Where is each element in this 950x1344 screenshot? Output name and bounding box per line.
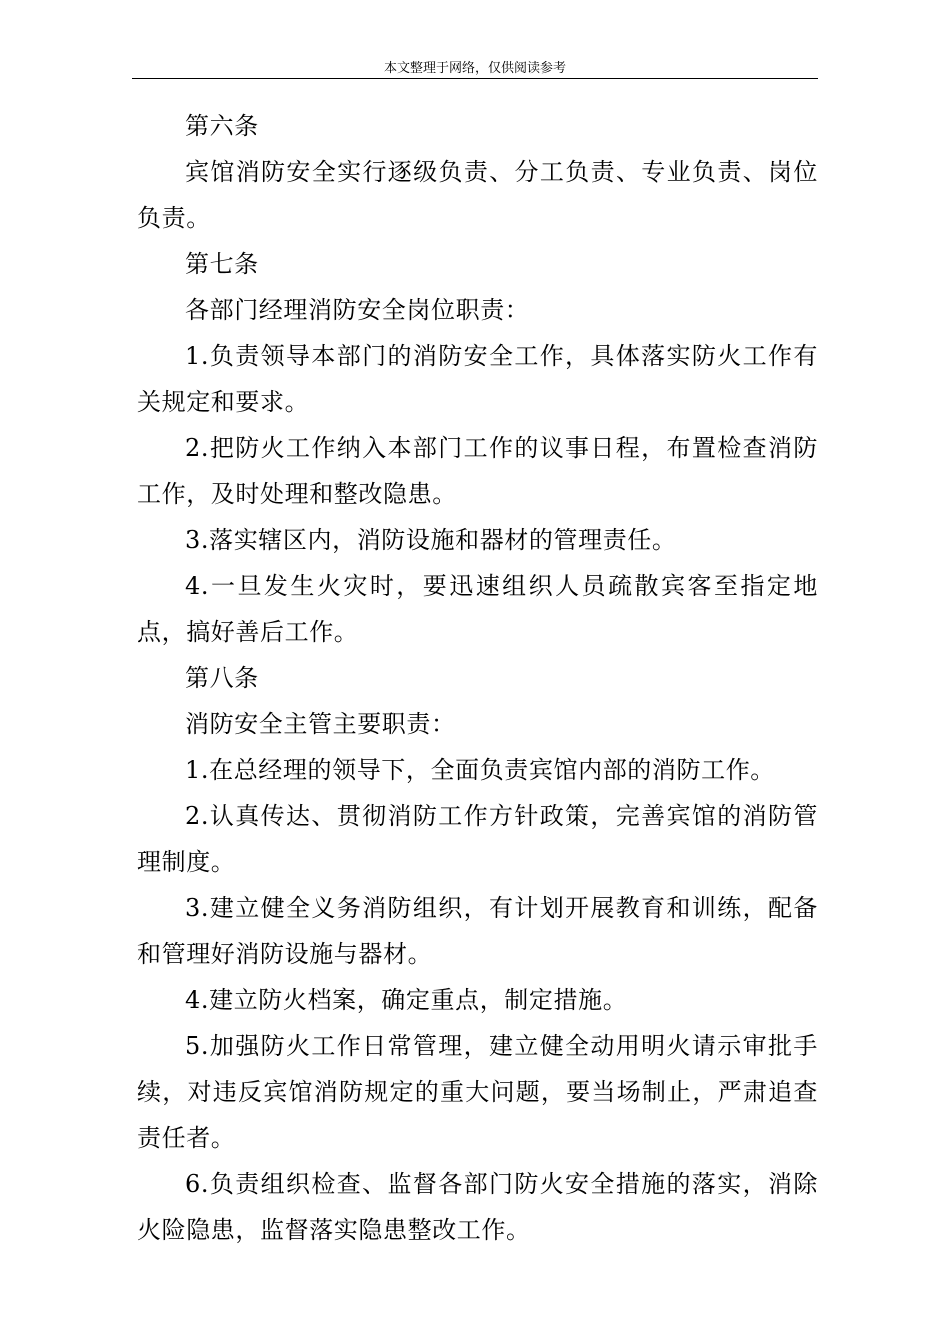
- paragraph: 宾馆消防安全实行逐级负责、分工负责、专业负责、岗位负责。: [137, 158, 818, 232]
- header-divider: [132, 78, 818, 79]
- page-header-note: 本文整理于网络，仅供阅读参考: [383, 61, 566, 76]
- list-item: 4.一旦发生火灾时，要迅速组织人员疏散宾客至指定地点，搞好善后工作。: [137, 572, 818, 646]
- paragraph: 消防安全主管主要职责：: [185, 710, 456, 738]
- list-item: 2.把防火工作纳入本部门工作的议事日程，布置检查消防工作，及时处理和整改隐患。: [137, 434, 818, 508]
- article-heading: 第六条: [185, 112, 259, 140]
- list-item: 3.建立健全义务消防组织，有计划开展教育和训练，配备和管理好消防设施与器材。: [137, 894, 818, 968]
- paragraph: 各部门经理消防安全岗位职责：: [185, 296, 530, 324]
- list-item: 4.建立防火档案，确定重点，制定措施。: [185, 986, 628, 1014]
- list-item: 6.负责组织检查、监督各部门防火安全措施的落实，消除火险隐患，监督落实隐患整改工作。: [137, 1170, 818, 1244]
- article-heading: 第八条: [185, 664, 259, 692]
- list-item: 1.负责领导本部门的消防安全工作，具体落实防火工作有关规定和要求。: [137, 342, 818, 416]
- list-item: 3.落实辖区内，消防设施和器材的管理责任。: [185, 526, 677, 554]
- article-heading: 第七条: [185, 250, 259, 278]
- list-item: 2.认真传达、贯彻消防工作方针政策，完善宾馆的消防管理制度。: [137, 802, 818, 876]
- document-body: [137, 103, 818, 1253]
- list-item: 5.加强防火工作日常管理，建立健全动用明火请示审批手续，对违反宾馆消防规定的重大问题，要当场制止，严肃追查责任者。: [137, 1032, 818, 1152]
- list-item: 1.在总经理的领导下，全面负责宾馆内部的消防工作。: [185, 756, 775, 784]
